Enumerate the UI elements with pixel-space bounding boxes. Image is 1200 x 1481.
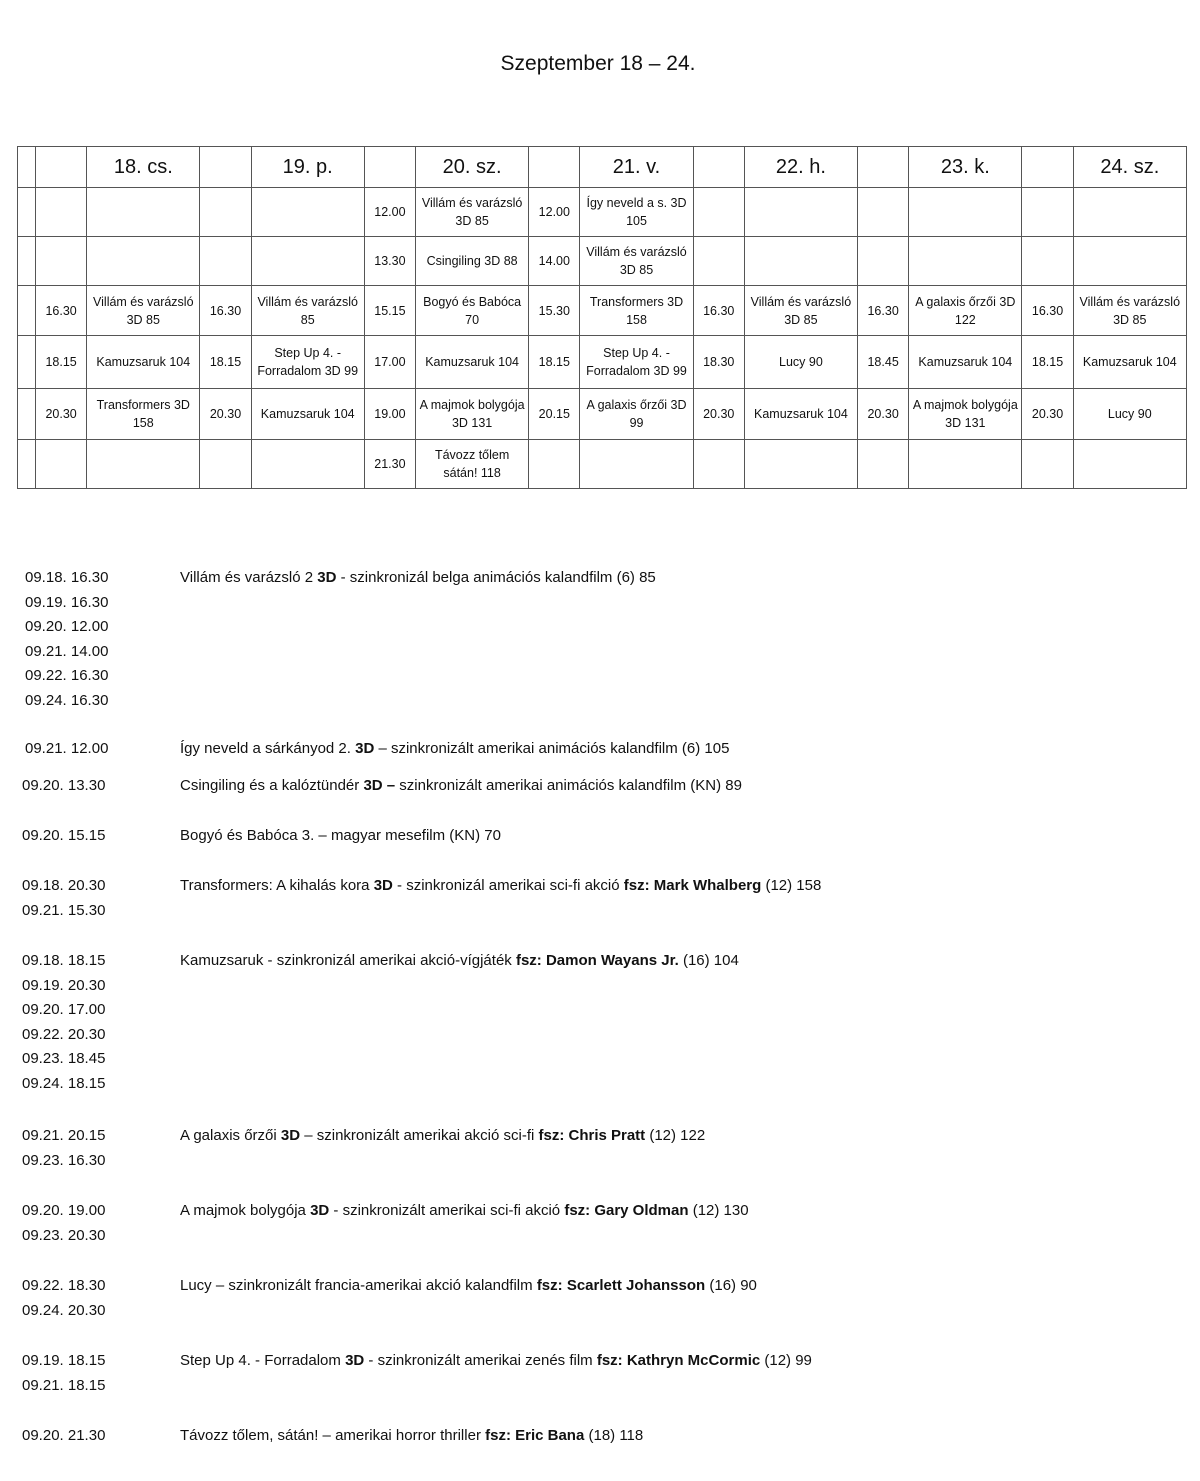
time-header-cell (693, 147, 744, 188)
description-bold-part: 3D (280, 1127, 301, 1144)
showtime-cell: 12.00 (364, 188, 415, 237)
showtime: 09.18. 20.30 (22, 877, 106, 894)
showtime-cell: 14.00 (529, 237, 580, 286)
showtime-cell: 13.30 (364, 237, 415, 286)
showtimes-list (22, 949, 105, 1096)
showtime: 09.22. 20.30 (22, 1025, 106, 1043)
showtime-cell: 16.30 (693, 286, 744, 336)
description-part: (16) 90 (705, 1277, 757, 1294)
schedule-row (18, 188, 1187, 237)
showtimes-list (25, 566, 108, 713)
description-part: - szinkronizált amerikai sci-fi akció (329, 1202, 565, 1219)
row-marker-cell (18, 237, 36, 286)
film-cell: Villám és varázsló 85 (251, 286, 364, 336)
showtime: 09.24. 20.30 (22, 1301, 106, 1319)
description-part: Kamuzsaruk - szinkronizál amerikai akció-vígjáték (180, 952, 516, 969)
film-cell: Villám és varázsló 3D 85 (744, 286, 857, 336)
description-part: (12) 122 (645, 1127, 706, 1144)
showtime-cell (200, 188, 251, 237)
description-bold-part: 3D (310, 1202, 330, 1219)
film-description (180, 949, 739, 974)
showtime-cell: 18.15 (200, 336, 251, 389)
day-header: 18. cs. (87, 147, 200, 188)
showtime: 09.20. 13.30 (22, 777, 106, 794)
description-bold-part: fsz: Damon Wayans Jr. (515, 952, 679, 969)
showtime-cell: 18.15 (1022, 336, 1073, 389)
description-part: Step Up 4. - Forradalom (180, 1352, 346, 1369)
showtimes-list (22, 1199, 105, 1248)
schedule-row (18, 440, 1187, 489)
showtime-cell: 21.30 (364, 440, 415, 489)
showtime-cell: 18.45 (858, 336, 909, 389)
description-part: (18) 118 (584, 1427, 644, 1444)
description-part: A majmok bolygója (180, 1202, 311, 1219)
description-part: Lucy – szinkronizált francia-amerikai akció kalandfilm (180, 1277, 537, 1294)
showtime: 09.18. 16.30 (25, 569, 109, 586)
showtime-cell (36, 188, 87, 237)
description-part: A galaxis őrzői (180, 1127, 281, 1144)
description-bold-part: 3D (355, 740, 375, 757)
film-cell: Így neveld a s. 3D 105 (580, 188, 693, 237)
showtimes-list (22, 874, 105, 923)
film-cell: Villám és varázsló 3D 85 (87, 286, 200, 336)
showtime-cell (200, 440, 251, 489)
film-cell (1073, 440, 1186, 489)
film-description (180, 1274, 757, 1299)
showtime: 09.23. 20.30 (22, 1226, 106, 1244)
description-bold-part: 3D – (363, 777, 396, 794)
description-part: (12) 99 (760, 1352, 812, 1369)
showtimes-list (22, 1424, 105, 1449)
showtime: 09.24. 16.30 (25, 691, 109, 709)
showtime: 09.20. 17.00 (22, 1001, 106, 1018)
description-part: – szinkronizált amerikai animációs kalandfilm (6) 105 (374, 740, 730, 757)
showtime-cell (200, 237, 251, 286)
row-marker-cell (18, 188, 36, 237)
film-cell: Kamuzsaruk 104 (87, 336, 200, 389)
showtime-cell: 12.00 (529, 188, 580, 237)
showtime-cell: 20.15 (529, 389, 580, 440)
film-cell (909, 237, 1022, 286)
film-cell: Kamuzsaruk 104 (909, 336, 1022, 389)
description-part: Bogyó és Babóca 3. – magyar mesefilm (KN) 70 (180, 827, 501, 844)
schedule-row (18, 237, 1187, 286)
showtime: 09.20. 15.15 (22, 827, 106, 844)
showtime-cell (529, 440, 580, 489)
day-header: 21. v. (580, 147, 693, 188)
film-cell: Kamuzsaruk 104 (415, 336, 528, 389)
description-part: Így neveld a sárkányod 2. (180, 740, 356, 757)
schedule-body (18, 147, 1187, 489)
film-description (180, 1349, 812, 1374)
film-cell: Villám és varázsló 3D 85 (1073, 286, 1186, 336)
day-header: 23. k. (909, 147, 1022, 188)
showtime-cell: 20.30 (858, 389, 909, 440)
day-header: 20. sz. (415, 147, 528, 188)
day-header: 24. sz. (1073, 147, 1186, 188)
showtime: 09.23. 16.30 (22, 1151, 106, 1169)
day-header: 22. h. (744, 147, 857, 188)
showtime-cell: 18.15 (529, 336, 580, 389)
film-cell: Villám és varázsló 3D 85 (580, 237, 693, 286)
time-header-cell (200, 147, 251, 188)
film-cell (1073, 237, 1186, 286)
film-cell (251, 440, 364, 489)
description-bold-part: 3D (345, 1352, 365, 1369)
showtime: 09.21. 18.15 (22, 1376, 106, 1394)
film-cell (251, 237, 364, 286)
description-part: (16) 104 (678, 952, 739, 969)
film-cell (87, 440, 200, 489)
showtime-cell: 16.30 (200, 286, 251, 336)
film-cell: Transformers 3D 158 (87, 389, 200, 440)
row-marker-cell (18, 286, 36, 336)
film-cell (87, 188, 200, 237)
film-description (180, 1199, 749, 1224)
description-bold-part: fsz: Gary Oldman (564, 1202, 689, 1219)
day-header: 19. p. (251, 147, 364, 188)
description-part: szinkronizált amerikai animációs kalandfilm (KN) 89 (395, 777, 742, 794)
film-cell: Távozz tőlem sátán! 118 (415, 440, 528, 489)
film-cell: A galaxis őrzői 3D 122 (909, 286, 1022, 336)
description-part: Villám és varázsló 2 (180, 569, 318, 586)
description-part: (12) 130 (688, 1202, 749, 1219)
film-cell (87, 237, 200, 286)
showtime-cell (693, 440, 744, 489)
film-description (180, 874, 821, 899)
film-cell (580, 440, 693, 489)
film-cell: Step Up 4. - Forradalom 3D 99 (580, 336, 693, 389)
film-cell (744, 440, 857, 489)
film-cell: Villám és varázsló 3D 85 (415, 188, 528, 237)
film-cell: A majmok bolygója 3D 131 (909, 389, 1022, 440)
showtime-cell: 16.30 (858, 286, 909, 336)
showtime: 09.19. 18.15 (22, 1352, 106, 1369)
film-cell (909, 188, 1022, 237)
showtime: 09.19. 16.30 (25, 593, 109, 611)
showtime: 09.21. 15.30 (22, 901, 106, 919)
showtime-cell (36, 440, 87, 489)
film-cell (251, 188, 364, 237)
weekly-schedule-table (17, 146, 1187, 489)
time-header-cell (858, 147, 909, 188)
time-header-cell (36, 147, 87, 188)
showtime: 09.21. 14.00 (25, 642, 109, 660)
showtime-cell: 19.00 (364, 389, 415, 440)
schedule-row (18, 336, 1187, 389)
showtimes-list (22, 824, 105, 849)
showtime: 09.20. 19.00 (22, 1202, 106, 1219)
showtimes-list (22, 1274, 105, 1323)
schedule-row (18, 286, 1187, 336)
showtime-cell: 16.30 (36, 286, 87, 336)
film-cell: Kamuzsaruk 104 (251, 389, 364, 440)
description-part: (12) 158 (761, 877, 822, 894)
description-part: – szinkronizált amerikai akció sci-fi (300, 1127, 539, 1144)
showtime: 09.22. 16.30 (25, 667, 109, 684)
showtime-cell (36, 237, 87, 286)
time-header-cell (529, 147, 580, 188)
film-cell: Lucy 90 (744, 336, 857, 389)
showtime: 09.18. 18.15 (22, 952, 106, 969)
showtime-cell: 18.15 (36, 336, 87, 389)
showtime: 09.23. 18.45 (22, 1050, 106, 1067)
film-cell: Kamuzsaruk 104 (744, 389, 857, 440)
showtime-cell: 17.00 (364, 336, 415, 389)
film-description (180, 824, 501, 849)
showtime-cell (858, 440, 909, 489)
showtime-cell (693, 237, 744, 286)
showtimes-list (22, 1349, 105, 1398)
row-marker-cell (18, 440, 36, 489)
film-cell (744, 237, 857, 286)
showtime: 09.24. 18.15 (22, 1074, 106, 1092)
time-header-cell (1022, 147, 1073, 188)
showtime: 09.20. 12.00 (25, 618, 109, 635)
film-cell: Csingiling 3D 88 (415, 237, 528, 286)
showtimes-list (22, 1124, 105, 1173)
showtimes-list (25, 737, 108, 762)
film-cell: Lucy 90 (1073, 389, 1186, 440)
showtime: 09.22. 18.30 (22, 1277, 106, 1294)
time-header-cell (364, 147, 415, 188)
showtime-cell: 20.30 (200, 389, 251, 440)
description-part: - szinkronizál belga animációs kalandfilm (6) 85 (336, 569, 656, 586)
showtime: 09.21. 12.00 (25, 740, 109, 757)
showtime-cell: 20.30 (36, 389, 87, 440)
row-marker-cell (18, 336, 36, 389)
description-part: - szinkronizál amerikai sci-fi akció (392, 877, 624, 894)
description-part: - szinkronizált amerikai zenés film (364, 1352, 597, 1369)
showtime-cell: 15.15 (364, 286, 415, 336)
film-cell: A majmok bolygója 3D 131 (415, 389, 528, 440)
showtimes-list (22, 774, 105, 799)
showtime: 09.20. 21.30 (22, 1427, 106, 1444)
film-description (180, 1424, 643, 1449)
showtime: 09.21. 20.15 (22, 1127, 106, 1144)
schedule-header-row (18, 147, 1187, 188)
schedule-row (18, 389, 1187, 440)
description-bold-part: fsz: Chris Pratt (538, 1127, 646, 1144)
description-part: Transformers: A kihalás kora (180, 877, 374, 894)
showtime-cell (1022, 440, 1073, 489)
description-bold-part: fsz: Eric Bana (485, 1427, 585, 1444)
showtime-cell: 20.30 (1022, 389, 1073, 440)
showtime-cell: 18.30 (693, 336, 744, 389)
description-bold-part: 3D (373, 877, 393, 894)
film-description (180, 737, 729, 762)
film-cell: Bogyó és Babóca 70 (415, 286, 528, 336)
film-description (180, 774, 742, 799)
row-marker-cell (18, 389, 36, 440)
description-bold-part: 3D (317, 569, 337, 586)
showtime-cell (1022, 188, 1073, 237)
film-cell: Transformers 3D 158 (580, 286, 693, 336)
page-title: Szeptember 18 – 24. (500, 52, 696, 75)
description-part: Csingiling és a kalóztündér (180, 777, 364, 794)
description-bold-part: fsz: Kathryn McCormic (596, 1352, 761, 1369)
description-bold-part: fsz: Scarlett Johansson (536, 1277, 706, 1294)
showtime: 09.19. 20.30 (22, 976, 106, 994)
description-bold-part: fsz: Mark Whalberg (623, 877, 762, 894)
showtime-cell (693, 188, 744, 237)
showtime-cell: 15.30 (529, 286, 580, 336)
film-cell (744, 188, 857, 237)
film-cell: Kamuzsaruk 104 (1073, 336, 1186, 389)
film-cell: Step Up 4. - Forradalom 3D 99 (251, 336, 364, 389)
showtime-cell (858, 188, 909, 237)
showtime-cell (858, 237, 909, 286)
showtime-cell: 20.30 (693, 389, 744, 440)
row-marker-cell (18, 147, 36, 188)
film-cell (1073, 188, 1186, 237)
showtime-cell (1022, 237, 1073, 286)
film-description (180, 566, 656, 591)
film-cell (909, 440, 1022, 489)
film-cell: A galaxis őrzői 3D 99 (580, 389, 693, 440)
film-description (180, 1124, 705, 1149)
showtime-cell: 16.30 (1022, 286, 1073, 336)
description-part: Távozz tőlem, sátán! – amerikai horror thriller (180, 1427, 486, 1444)
